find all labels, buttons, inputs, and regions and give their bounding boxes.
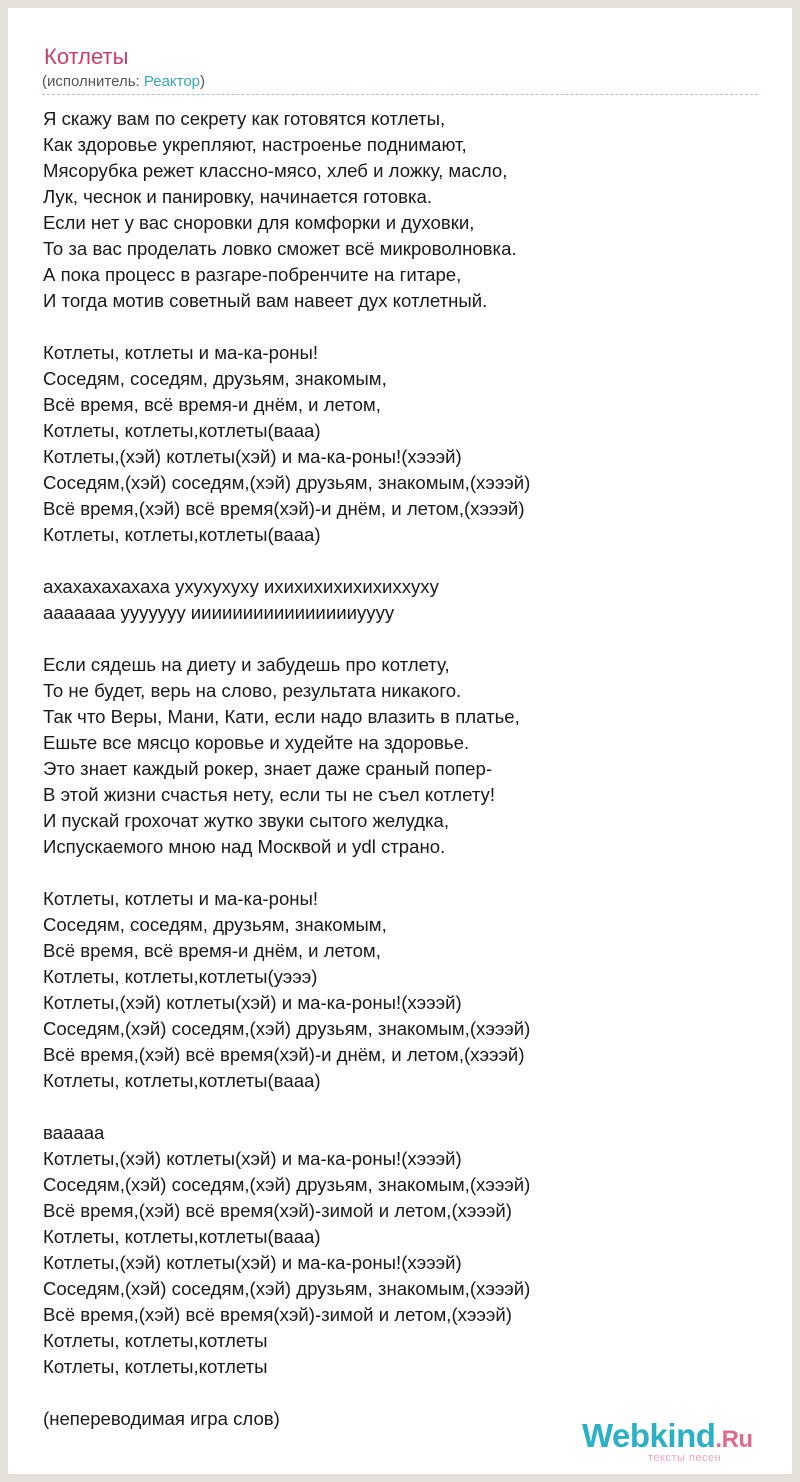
logo-tld: .Ru xyxy=(715,1426,753,1453)
site-logo[interactable] xyxy=(582,1416,782,1466)
lyric-line: Если сядешь на диету и забудешь про котлету, xyxy=(43,654,450,675)
lyric-line: Лук, чеснок и панировку, начинается готовка. xyxy=(43,186,433,207)
artist-suffix: ) xyxy=(200,73,206,90)
stanza-break xyxy=(43,626,763,652)
lyric-line: Если нет у вас сноровки для комфорки и духовки, xyxy=(43,212,475,233)
lyric-line: Всё время,(хэй) всё время(хэй)-и днём, и летом,(хэээй) xyxy=(43,498,525,519)
lyric-line: (непереводимая игра слов) xyxy=(43,1408,280,1429)
lyric-line: Котлеты, котлеты,котлеты xyxy=(43,1356,268,1377)
lyric-line: Котлеты,(хэй) котлеты(хэй) и ма-ка-роны!(хэээй) xyxy=(43,1252,462,1273)
lyrics-body xyxy=(43,106,763,1432)
logo-tagline: тексты песен xyxy=(648,1452,722,1464)
lyric-line: Соседям,(хэй) соседям,(хэй) друзьям, знакомым,(хэээй) xyxy=(43,1278,531,1299)
artist-line xyxy=(42,72,758,95)
lyric-line: Всё время, всё время-и днём, и летом, xyxy=(43,394,381,415)
lyric-line: Котлеты,(хэй) котлеты(хэй) и ма-ка-роны!(хэээй) xyxy=(43,992,462,1013)
lyric-line: И пускай грохочат жутко звуки сытого желудка, xyxy=(43,810,450,831)
lyric-line: Соседям,(хэй) соседям,(хэй) друзьям, знакомым,(хэээй) xyxy=(43,1018,531,1039)
lyric-line: В этой жизни счастья нету, если ты не съел котлету! xyxy=(43,784,496,805)
lyric-line: Котлеты, котлеты,котлеты(ваaa) xyxy=(43,1226,321,1247)
lyric-line: А пока процесс в разгаре-побренчите на гитаре, xyxy=(43,264,462,285)
lyric-line: То за вас проделать ловко сможет всё микроволновка. xyxy=(43,238,517,259)
lyric-line: И тогда мотив советный вам навеет дух котлетный. xyxy=(43,290,488,311)
lyric-line: Я скажу вам по секрету как готовятся котлеты, xyxy=(43,108,446,129)
artist-prefix: (исполнитель: xyxy=(42,73,144,90)
lyric-line: Соседям,(хэй) соседям,(хэй) друзьям, знакомым,(хэээй) xyxy=(43,1174,531,1195)
lyric-line: Как здоровье укрепляют, настроенье поднимают, xyxy=(43,134,467,155)
lyric-line: Всё время,(хэй) всё время(хэй)-зимой и летом,(хэээй) xyxy=(43,1304,512,1325)
lyric-line: Котлеты,(хэй) котлеты(хэй) и ма-ка-роны!(хэээй) xyxy=(43,446,462,467)
lyric-line: Соседям,(хэй) соседям,(хэй) друзьям, знакомым,(хэээй) xyxy=(43,472,531,493)
lyric-line: Котлеты, котлеты,котлеты(ваaa) xyxy=(43,524,321,545)
lyric-line: ахахахахахаха ухухухуху ихихихихихихиххуху xyxy=(43,576,439,597)
page-card xyxy=(8,8,792,1474)
lyric-line: Котлеты, котлеты и ма-ка-роны! xyxy=(43,342,319,363)
lyric-line: ааааааа ууууууу ииииииииииииииииуууу xyxy=(43,602,395,623)
stanza-break xyxy=(43,1094,763,1120)
stanza-break xyxy=(43,1380,763,1406)
lyric-line: Это знает каждый рокер, знает даже сраный попер- xyxy=(43,758,493,779)
lyric-line: Котлеты,(хэй) котлеты(хэй) и ма-ка-роны!(хэээй) xyxy=(43,1148,462,1169)
lyric-line: Так что Веры, Мани, Кати, если надо влазить в платье, xyxy=(43,706,520,727)
lyric-line: То не будет, верь на слово, результата никакого. xyxy=(43,680,462,701)
lyric-line: Котлеты, котлеты,котлеты(ваaa) xyxy=(43,1070,321,1091)
lyric-line: Мясорубка режет классно-мясо, хлеб и ложку, масло, xyxy=(43,160,508,181)
stanza-break xyxy=(43,548,763,574)
stanza-break xyxy=(43,314,763,340)
stanza-break xyxy=(43,860,763,886)
lyric-line: Испускаемого мною над Москвой и ydl страно. xyxy=(43,836,446,857)
artist-link[interactable]: Реактор xyxy=(143,73,201,90)
lyric-line: ваaaaa xyxy=(43,1122,105,1143)
lyric-line: Ешьте все мясцо коровье и худейте на здоровье. xyxy=(43,732,470,753)
song-title: Котлеты xyxy=(44,44,129,69)
lyric-line: Всё время, всё время-и днём, и летом, xyxy=(43,940,381,961)
lyric-line: Котлеты, котлеты,котлеты(уэээ) xyxy=(43,966,318,987)
logo-brand: Webkind xyxy=(582,1417,716,1454)
lyric-line: Соседям, соседям, друзьям, знакомым, xyxy=(43,368,387,389)
lyric-line: Котлеты, котлеты и ма-ка-роны! xyxy=(43,888,319,909)
lyric-line: Соседям, соседям, друзьям, знакомым, xyxy=(43,914,387,935)
lyric-line: Всё время,(хэй) всё время(хэй)-и днём, и летом,(хэээй) xyxy=(43,1044,525,1065)
lyric-line: Котлеты, котлеты,котлеты(ваaa) xyxy=(43,420,321,441)
lyric-line: Всё время,(хэй) всё время(хэй)-зимой и летом,(хэээй) xyxy=(43,1200,512,1221)
lyric-line: Котлеты, котлеты,котлеты xyxy=(43,1330,268,1351)
